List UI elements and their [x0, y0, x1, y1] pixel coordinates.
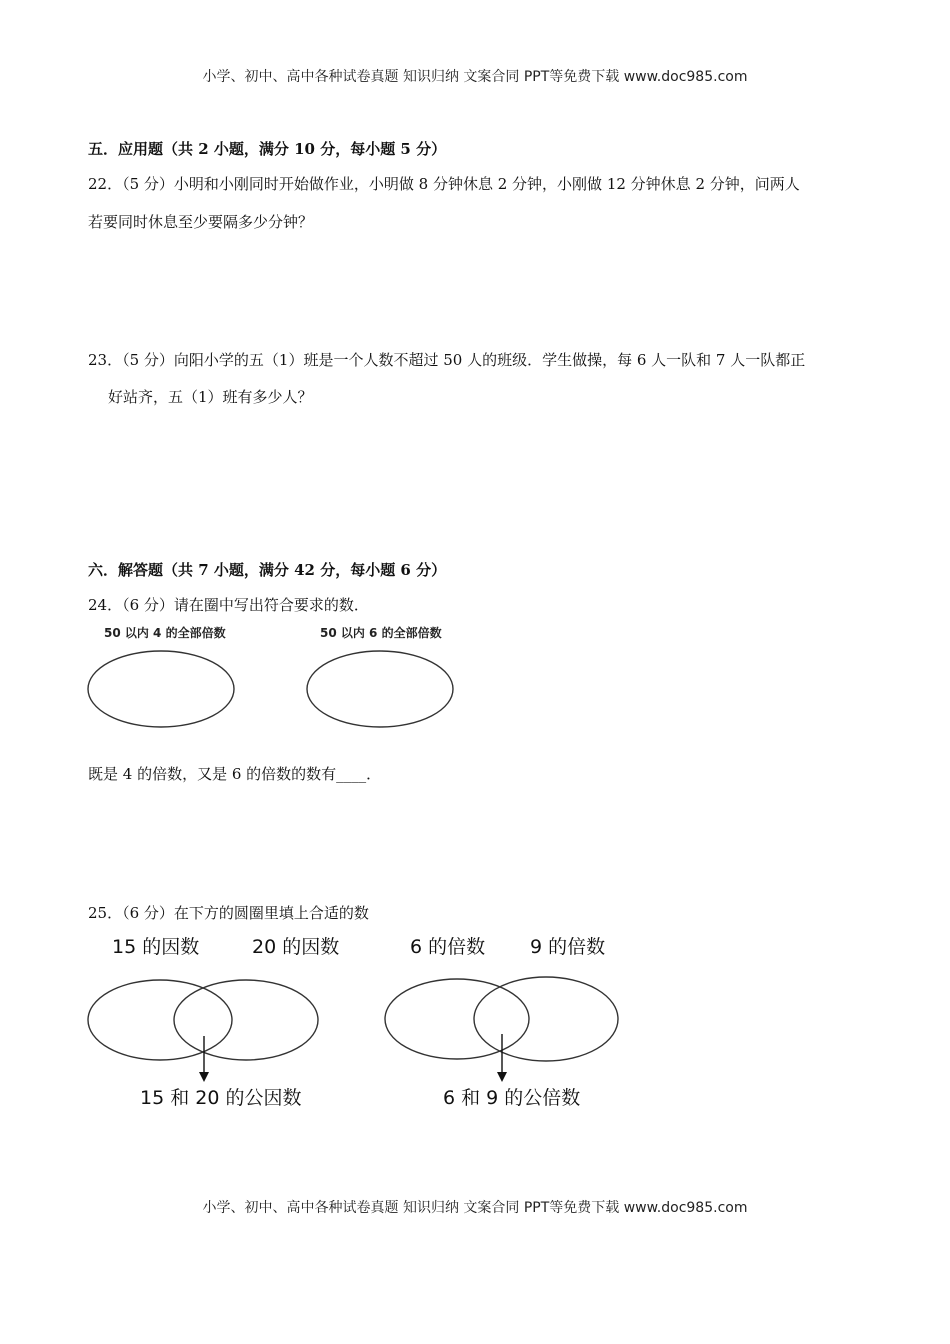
section-5-title: 五．应用题（共 2 小题，满分 10 分，每小题 5 分） [88, 140, 447, 158]
venn2-diagram[interactable] [383, 976, 623, 1064]
q22-line1: 22．（5 分）小明和小刚同时开始做作业，小明做 8 分钟休息 2 分钟，小刚做 12 分钟休息 2 分钟，问两人 [88, 175, 800, 193]
venn2-bottom-label: 6 和 9 的公倍数 [443, 1087, 581, 1109]
venn1-left-label: 15 的因数 [112, 936, 200, 958]
section-6-title: 六．解答题（共 7 小题，满分 42 分，每小题 6 分） [88, 561, 447, 579]
venn1-right-label: 20 的因数 [252, 936, 340, 958]
venn2-right-circle [474, 977, 618, 1061]
venn2-arrow-head [497, 1072, 507, 1082]
venn1-left-circle [88, 980, 232, 1060]
venn2-right-label: 9 的倍数 [530, 936, 606, 958]
q24-left-ellipse[interactable] [86, 648, 236, 730]
q24-label-left: 50 以内 4 的全部倍数 [104, 626, 226, 640]
page-header: 小学、初中、高中各种试卷真题 知识归纳 文案合同 PPT等免费下载 www.doc985.com [202, 69, 748, 85]
q22-line2: 若要同时休息至少要隔多少分钟？ [88, 213, 314, 231]
venn1-arrow-head [199, 1072, 209, 1082]
q24-label-right: 50 以内 6 的全部倍数 [320, 626, 442, 640]
venn1-diagram[interactable] [86, 978, 322, 1064]
q23-line2: 好站齐，五（1）班有多少人？ [108, 388, 313, 406]
venn2-left-label: 6 的倍数 [410, 936, 486, 958]
venn2-left-circle [385, 979, 529, 1059]
q23-line1: 23．（5 分）向阳小学的五（1）班是一个人数不超过 50 人的班级．学生做操，每 6 人一队和 7 人一队都正 [88, 351, 806, 369]
q24-text: 24．（6 分）请在圈中写出符合要求的数． [88, 596, 369, 614]
venn1-bottom-label: 15 和 20 的公因数 [140, 1087, 302, 1109]
page-footer: 小学、初中、高中各种试卷真题 知识归纳 文案合同 PPT等免费下载 www.doc985.com [202, 1200, 748, 1216]
q24-fill-blank: 既是 4 的倍数，又是 6 的倍数的数有____． [88, 765, 382, 783]
q24-right-ellipse[interactable] [305, 648, 455, 730]
venn1-right-circle [174, 980, 318, 1060]
q25-text: 25．（6 分）在下方的圆圈里填上合适的数 [88, 904, 369, 922]
